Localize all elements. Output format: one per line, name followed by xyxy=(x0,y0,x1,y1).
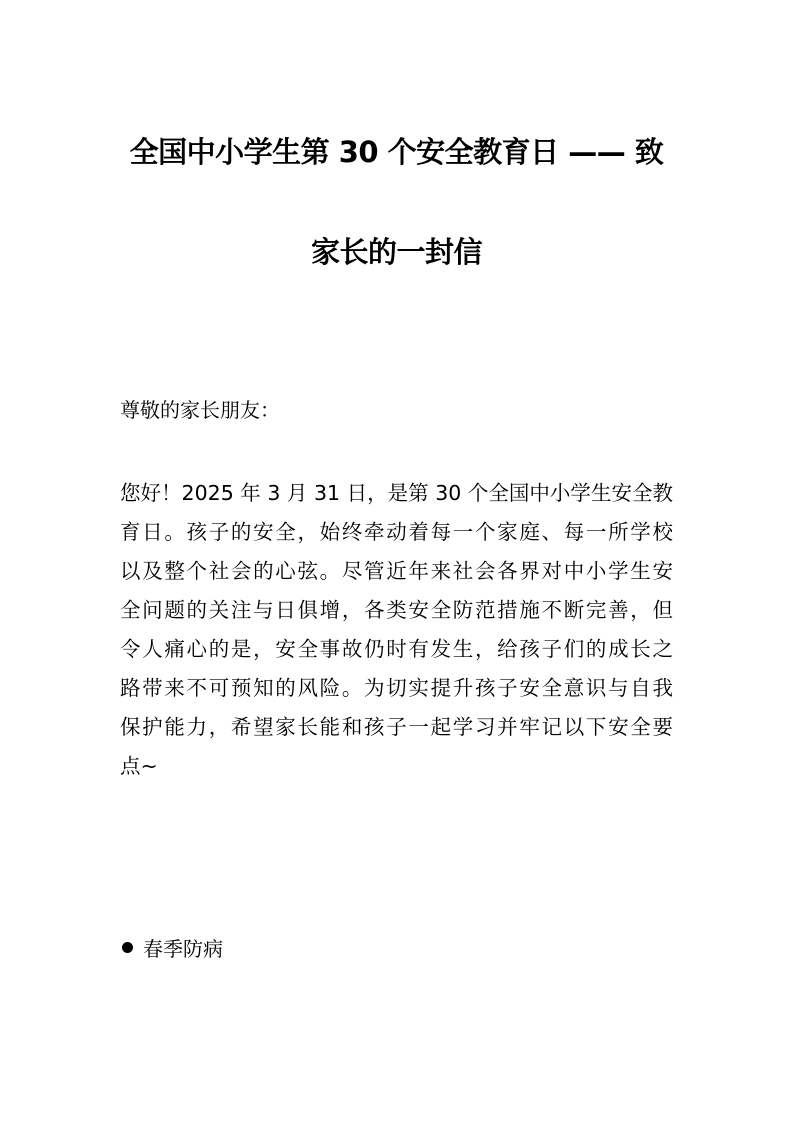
document-title-line-2: 家长的一封信 xyxy=(310,235,482,269)
bullet-dot-icon xyxy=(122,942,133,953)
bullet-label: 春季防病 xyxy=(143,937,223,961)
body-line: 全问题的关注与日俱增，各类安全防范措施不断完善，但 xyxy=(120,598,673,622)
body-paragraph xyxy=(120,474,673,786)
body-line: 以及整个社会的心弦。尽管近年来社会各界对中小学生安 xyxy=(120,559,673,583)
body-line: 您好！2025 年 3 月 31 日，是第 30 个全国中小学生安全教 xyxy=(120,481,673,505)
body-line: 保护能力，希望家长能和孩子一起学习并牢记以下安全要 xyxy=(120,715,673,739)
body-line: 点~ xyxy=(120,754,158,778)
body-line: 育日。孩子的安全，始终牵动着每一个家庭、每一所学校 xyxy=(120,520,673,544)
body-line: 令人痛心的是，安全事故仍时有发生，给孩子们的成长之 xyxy=(120,637,673,661)
body-line: 路带来不可预知的风险。为切实提升孩子安全意识与自我 xyxy=(120,676,673,700)
bullet-item-spring-disease-prevention xyxy=(120,933,223,962)
salutation: 尊敬的家长朋友： xyxy=(120,398,280,422)
document-title-line-1: 全国中小学生第 30 个安全教育日 —— 致 xyxy=(129,135,664,169)
